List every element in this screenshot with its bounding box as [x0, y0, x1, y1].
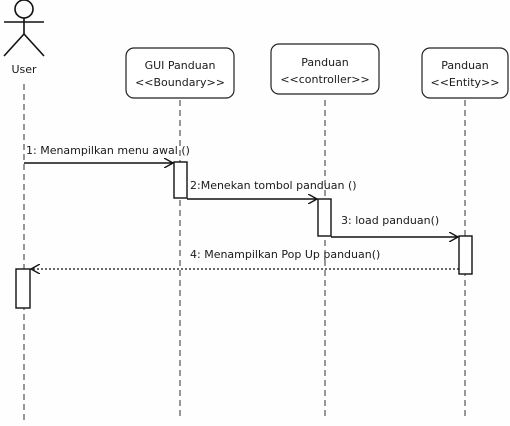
activation-entity — [459, 236, 472, 274]
actor-head-icon — [15, 0, 33, 18]
participant-controller-box — [271, 44, 379, 94]
participant-gui — [126, 48, 234, 98]
message-2 — [187, 179, 357, 199]
participant-controller-name: Panduan — [301, 56, 349, 69]
activation-gui — [174, 162, 187, 198]
message-2-label: 2:Menekan tombol panduan () — [190, 179, 357, 192]
message-1 — [24, 144, 190, 163]
actor-left-leg — [4, 34, 24, 56]
activation-user — [16, 269, 30, 308]
participant-controller-stereotype: <<controller>> — [280, 73, 370, 86]
participant-entity-stereotype: <<Entity>> — [430, 76, 500, 89]
participant-entity-name: Panduan — [441, 59, 489, 72]
message-3 — [331, 214, 458, 237]
participant-gui-stereotype: <<Boundary>> — [135, 76, 225, 89]
participant-entity-box — [422, 48, 508, 98]
participant-controller — [271, 44, 379, 94]
actor-right-leg — [24, 34, 44, 56]
activation-controller — [318, 199, 331, 236]
message-4-label: 4: Menampilkan Pop Up panduan() — [190, 248, 381, 261]
message-1-label: 1: Menampilkan menu awal () — [26, 144, 190, 157]
participant-entity — [422, 48, 508, 98]
participant-gui-box — [126, 48, 234, 98]
message-3-label: 3: load panduan() — [341, 214, 440, 227]
actor-user-label: User — [11, 63, 37, 76]
participant-gui-name: GUI Panduan — [144, 59, 216, 72]
message-4 — [31, 248, 459, 269]
actor-user — [4, 0, 44, 76]
